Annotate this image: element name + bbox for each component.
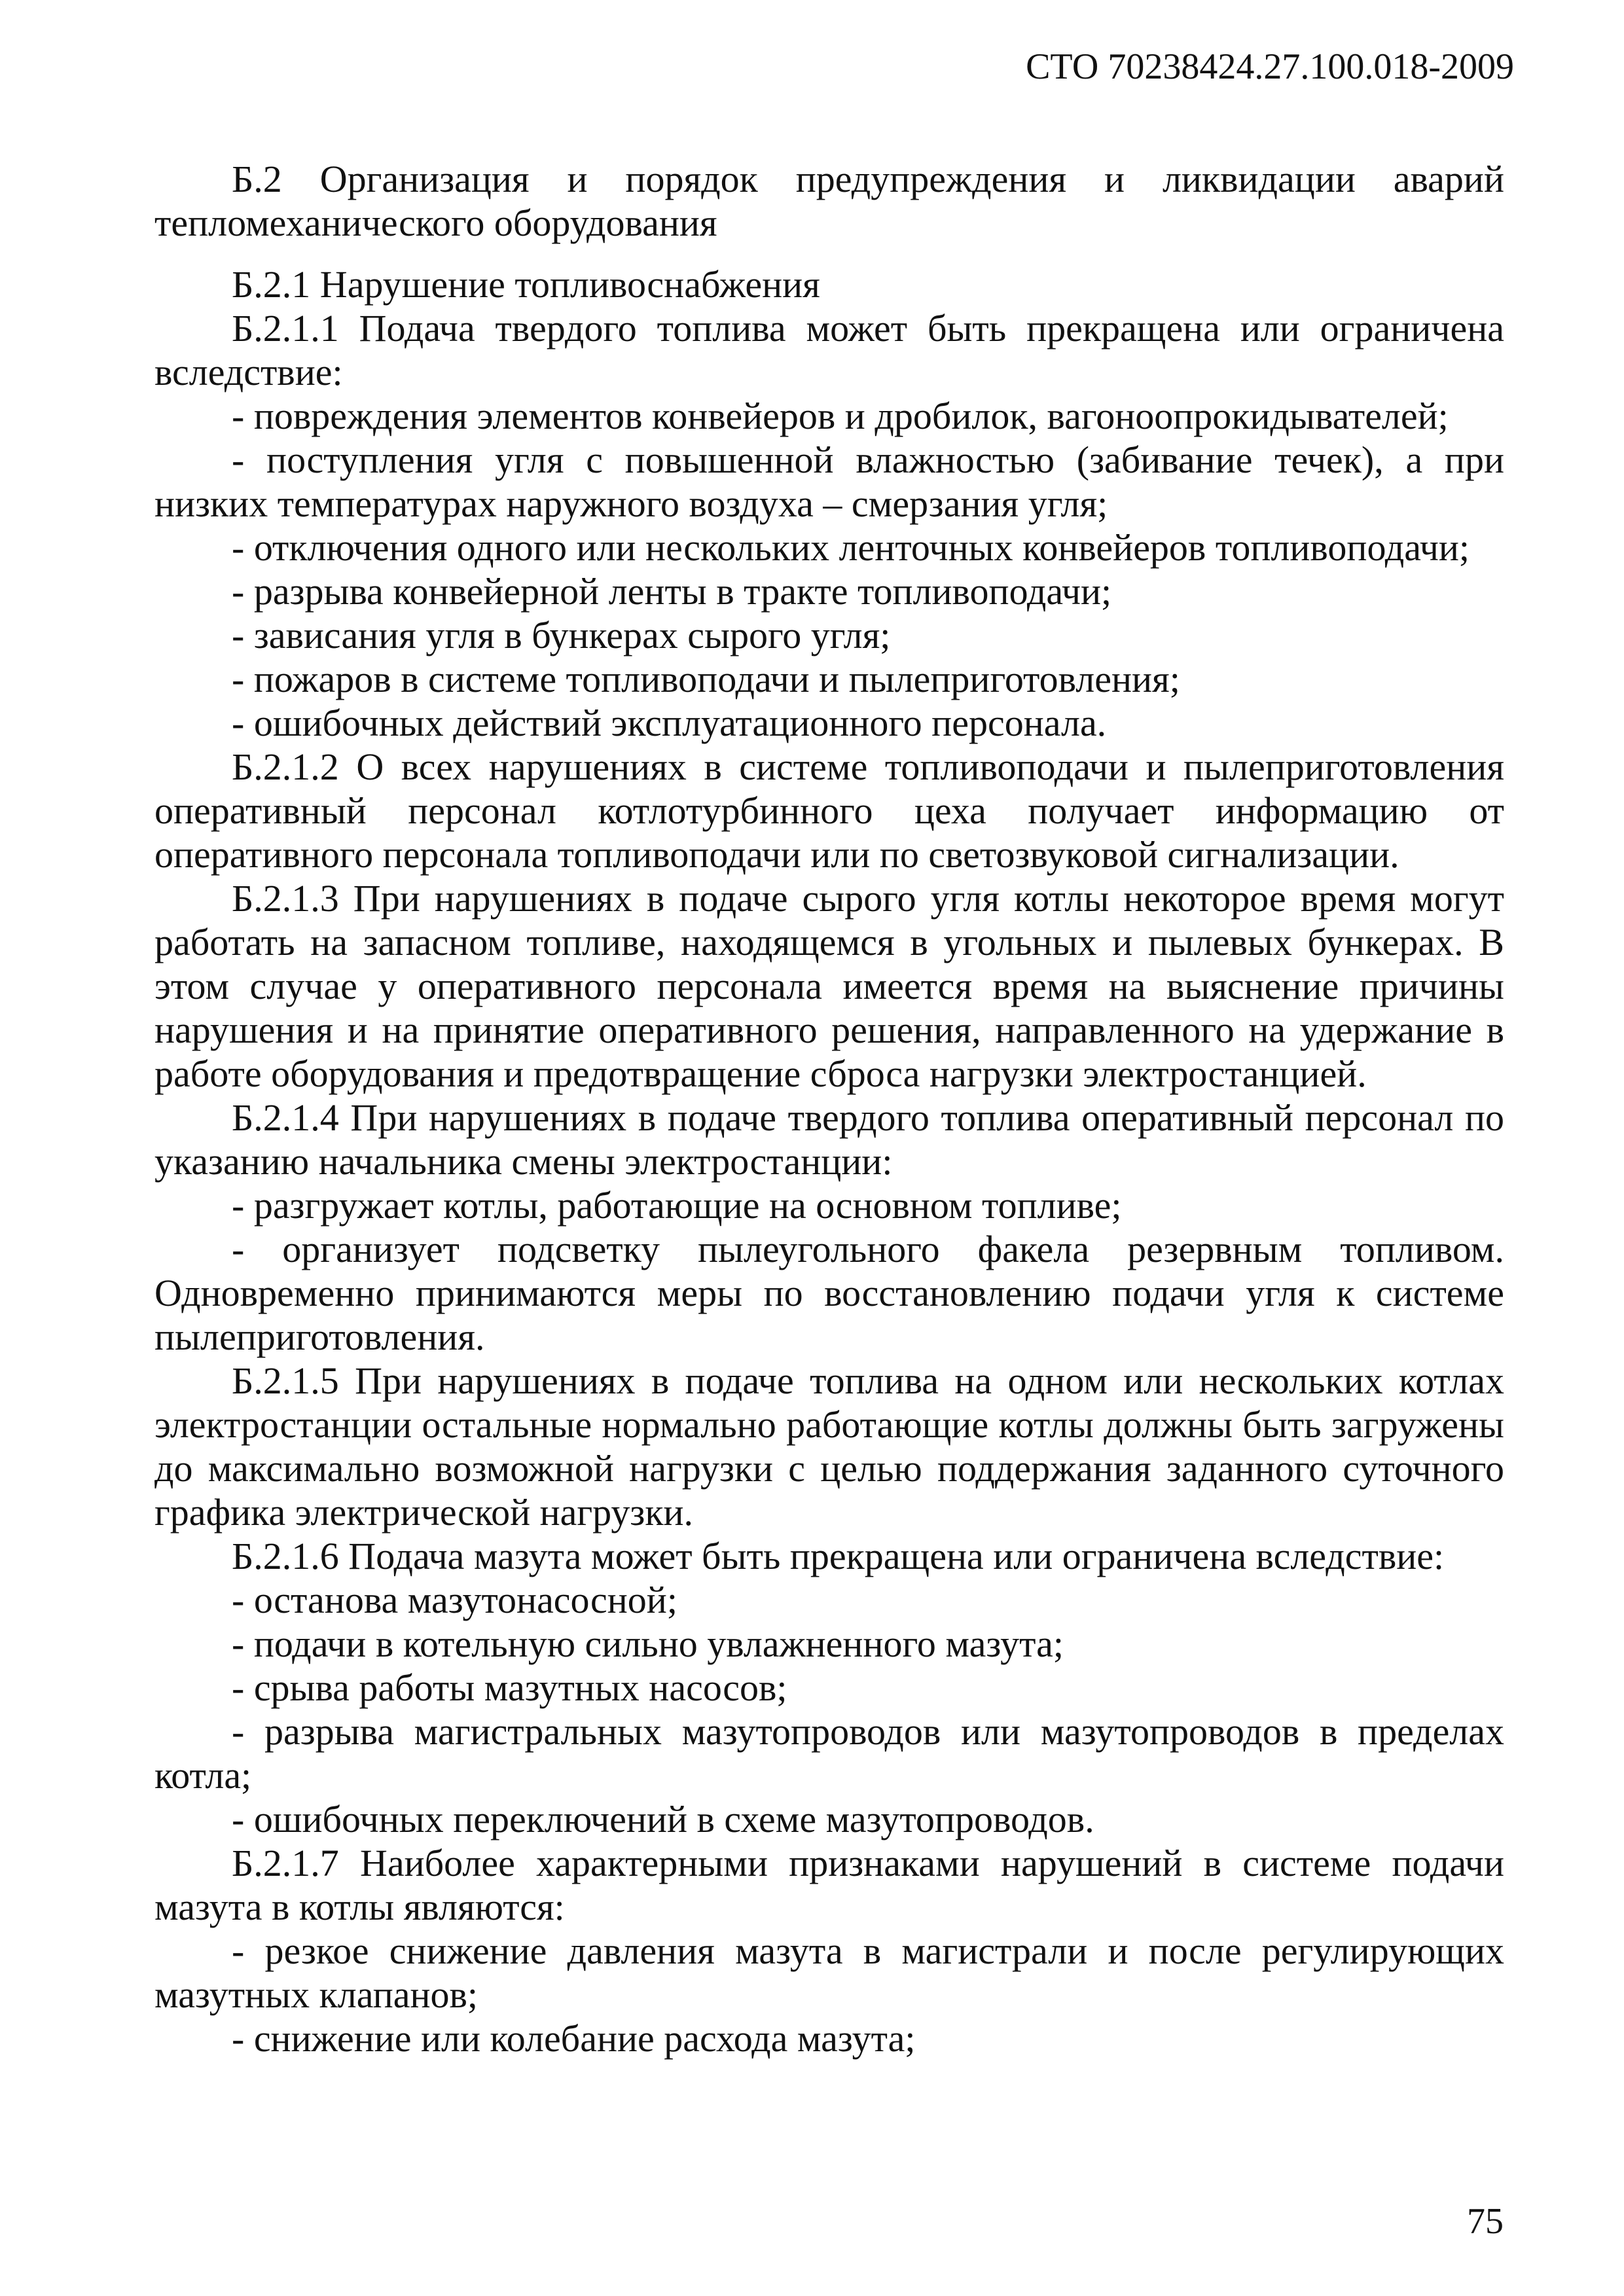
list-item: - разрыва конвейерной ленты в тракте топливоподачи; xyxy=(232,570,1112,613)
text-blocks xyxy=(154,306,1504,2060)
paragraph: Б.2.1.5 При нарушениях в подаче топлива на одном или нескольких котлах электростанции остальные нормально работающие котлы должны быть загружены до максимально возможной нагрузки с целью поддержания заданного суточного графика электрической нагрузки. xyxy=(154,1359,1504,1534)
paragraph: Б.2.1.1 Подача твердого топлива может быть прекращена или ограничена вследствие: xyxy=(154,307,1504,393)
list-item: - разгружает котлы, работающие на основном топливе; xyxy=(232,1184,1122,1227)
section-title: Б.2 Организация и порядок предупреждения и ликвидации аварий тепломеханического оборудования xyxy=(154,158,1504,244)
list-item: - повреждения элементов конвейеров и дробилок, вагоноопрокидывателей; xyxy=(232,395,1449,437)
list-item: - подачи в котельную сильно увлажненного мазута; xyxy=(232,1623,1064,1665)
list-item: - снижение или колебание расхода мазута; xyxy=(232,2017,916,2060)
list-item: - поступления угля с повышенной влажностью (забивание течек), а при низких температурах наружного воздуха – смерзания угля; xyxy=(154,439,1504,525)
paragraph: Б.2.1.6 Подача мазута может быть прекращена или ограничена вследствие: xyxy=(232,1535,1445,1577)
list-item: - зависания угля в бункерах сырого угля; xyxy=(232,614,891,656)
list-item: - резкое снижение давления мазута в магистрали и после регулирующих мазутных клапанов; xyxy=(154,1929,1504,2016)
paragraph: Б.2.1.2 О всех нарушениях в системе топливоподачи и пылеприготовления оперативный персонал котлотурбинного цеха получает информацию от оперативного персонала топливоподачи или по светозвуковой сигнализации. xyxy=(154,745,1504,876)
list-item: - останова мазутонасосной; xyxy=(232,1579,677,1621)
document-body xyxy=(154,157,1504,2060)
list-item: - ошибочных переключений в схеме мазутопроводов. xyxy=(232,1798,1094,1840)
page-number: 75 xyxy=(1467,2201,1504,2242)
list-item: - срыва работы мазутных насосов; xyxy=(232,1666,787,1709)
list-item: - ошибочных действий эксплуатационного персонала. xyxy=(232,702,1107,744)
paragraph: Б.2.1.3 При нарушениях в подаче сырого угля котлы некоторое время могут работать на запасном топливе, находящемся в угольных и пылевых бункерах. В этом случае у оперативного персонала имеется время на выяснение причины нарушения и на принятие оперативного решения, направленного на удержание в работе оборудования и предотвращение сброса нагрузки электростанцией. xyxy=(154,877,1504,1095)
paragraph: Б.2.1.7 Наиболее характерными признаками нарушений в системе подачи мазута в котлы являются: xyxy=(154,1842,1504,1928)
list-item: - отключения одного или нескольких ленточных конвейеров топливоподачи; xyxy=(232,526,1470,569)
paragraph: Б.2.1.4 При нарушениях в подаче твердого топлива оперативный персонал по указанию начальника смены электростанции: xyxy=(154,1096,1504,1183)
list-item: - пожаров в системе топливоподачи и пылеприготовления; xyxy=(232,658,1180,700)
list-item: - разрыва магистральных мазутопроводов или мазутопроводов в пределах котла; xyxy=(154,1710,1504,1797)
document-code: СТО 70238424.27.100.018-2009 xyxy=(1026,46,1514,87)
subsection-title: Б.2.1 Нарушение топливоснабжения xyxy=(232,263,820,306)
list-item: - организует подсветку пылеугольного факела резервным топливом. Одновременно принимаются меры по восстановлению подачи угля к системе пылеприготовления. xyxy=(154,1228,1504,1358)
